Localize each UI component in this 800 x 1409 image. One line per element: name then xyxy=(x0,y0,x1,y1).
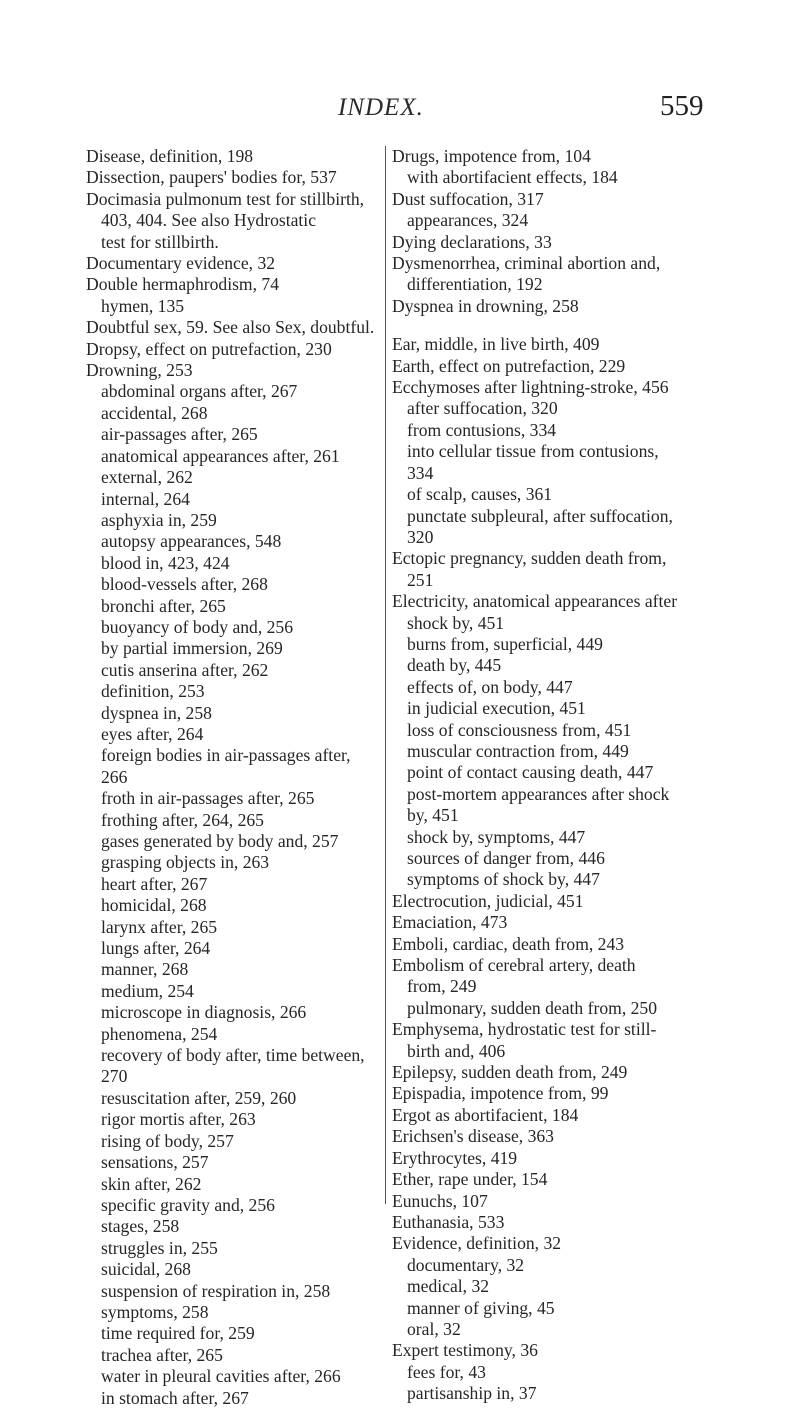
index-entry: Dyspnea in drowning, 258 xyxy=(392,295,579,316)
index-subentry: medical, 32 xyxy=(407,1276,490,1297)
index-subentry: microscope in diagnosis, 266 xyxy=(101,1002,307,1023)
index-entry-continuation: 320 xyxy=(407,526,434,547)
page-header xyxy=(0,88,800,128)
index-entry: Electrocution, judicial, 451 xyxy=(392,890,584,911)
index-subentry: recovery of body after, time between, xyxy=(101,1045,365,1066)
index-entry-continuation: from, 249 xyxy=(407,976,477,997)
index-entry: Evidence, definition, 32 xyxy=(392,1233,562,1254)
index-entry-continuation: 334 xyxy=(407,462,434,483)
index-column-right xyxy=(392,146,712,1405)
running-title: INDEX. xyxy=(338,94,424,121)
index-subentry: point of contact causing death, 447 xyxy=(407,762,654,783)
index-entry: Electricity, anatomical appearances after xyxy=(392,591,678,612)
index-entry-continuation: shock by, 451 xyxy=(407,612,505,633)
index-subentry: with abortifacient effects, 184 xyxy=(407,167,618,188)
index-entry: Euthanasia, 533 xyxy=(392,1211,505,1232)
index-entry: Embolism of cerebral artery, death xyxy=(392,955,636,976)
index-subentry: symptoms, 258 xyxy=(101,1301,209,1322)
index-subentry: air-passages after, 265 xyxy=(101,424,258,445)
index-subentry: shock by, symptoms, 447 xyxy=(407,826,586,847)
index-entry: Eunuchs, 107 xyxy=(392,1190,488,1211)
index-entry-continuation: appearances, 324 xyxy=(407,210,529,231)
index-entry: Dissection, paupers' bodies for, 537 xyxy=(86,167,337,188)
index-subentry: suicidal, 268 xyxy=(101,1259,191,1280)
index-entry: Double hermaphrodism, 74 xyxy=(86,274,280,295)
index-subentry: in judicial execution, 451 xyxy=(407,698,586,719)
index-entry-continuation: 270 xyxy=(101,1066,128,1087)
index-subentry: blood in, 423, 424 xyxy=(101,552,230,573)
index-entry: Emaciation, 473 xyxy=(392,912,508,933)
index-subentry: accidental, 268 xyxy=(101,402,208,423)
index-subentry: in stomach after, 267 xyxy=(101,1387,249,1408)
index-subentry: medium, 254 xyxy=(101,980,194,1001)
index-subentry: autopsy appearances, 548 xyxy=(101,531,282,552)
index-subentry: specific gravity and, 256 xyxy=(101,1194,275,1215)
index-entry-continuation: 266 xyxy=(101,766,128,787)
index-entry: Ether, rape under, 154 xyxy=(392,1169,548,1190)
index-subentry: froth in air-passages after, 265 xyxy=(101,788,315,809)
index-entry-continuation: test for stillbirth. xyxy=(101,231,219,252)
index-subentry: after suffocation, 320 xyxy=(407,398,558,419)
index-subentry: definition, 253 xyxy=(101,681,205,702)
index-subentry: from contusions, 334 xyxy=(407,419,557,440)
index-subentry: asphyxia in, 259 xyxy=(101,509,217,530)
index-subentry: oral, 32 xyxy=(407,1318,461,1339)
index-subentry: bronchi after, 265 xyxy=(101,595,226,616)
index-entry-continuation: 403, 404. See also Hydrostatic xyxy=(101,210,316,231)
column-divider xyxy=(385,146,386,1204)
index-subentry: grasping objects in, 263 xyxy=(101,852,270,873)
index-subentry: struggles in, 255 xyxy=(101,1237,218,1258)
index-subentry: phenomena, 254 xyxy=(101,1023,218,1044)
index-subentry: sources of danger from, 446 xyxy=(407,848,605,868)
index-subentry: manner, 268 xyxy=(101,959,189,980)
index-subentry: symptoms of shock by, 447 xyxy=(407,869,600,890)
index-subentry: of scalp, causes, 361 xyxy=(407,484,553,505)
index-subentry: burns from, superficial, 449 xyxy=(407,633,603,654)
index-entry: Dropsy, effect on putrefaction, 230 xyxy=(86,338,332,359)
index-subentry: heart after, 267 xyxy=(101,873,208,894)
index-subentry: water in pleural cavities after, 266 xyxy=(101,1366,341,1387)
index-entry: Dust suffocation, 317 xyxy=(392,188,544,209)
index-subentry: foreign bodies in air-passages after, xyxy=(101,745,351,766)
index-subentry: documentary, 32 xyxy=(407,1254,525,1275)
index-entry: Epilepsy, sudden death from, 249 xyxy=(392,1062,628,1083)
index-entry: Ear, middle, in live birth, 409 xyxy=(392,334,600,355)
index-subentry: external, 262 xyxy=(101,467,193,488)
index-subentry: fees for, 43 xyxy=(407,1361,486,1382)
index-subentry: lungs after, 264 xyxy=(101,938,211,959)
index-subentry: resuscitation after, 259, 260 xyxy=(101,1087,297,1108)
index-entry: Dying declarations, 33 xyxy=(392,231,552,252)
index-subentry: homicidal, 268 xyxy=(101,895,207,916)
index-subentry: frothing after, 264, 265 xyxy=(101,809,264,830)
index-subentry: gases generated by body and, 257 xyxy=(101,831,339,851)
index-entry: Drugs, impotence from, 104 xyxy=(392,146,591,166)
index-entry: Docimasia pulmonum test for stillbirth, xyxy=(86,188,365,209)
index-entry-continuation: by, 451 xyxy=(407,805,459,826)
index-subentry: post-mortem appearances after shock xyxy=(407,783,670,804)
index-entry: Epispadia, impotence from, 99 xyxy=(392,1083,609,1104)
index-subentry: partisanship in, 37 xyxy=(407,1383,537,1404)
index-entry: Drowning, 253 xyxy=(86,360,193,381)
index-entry: Ergot as abortifacient, 184 xyxy=(392,1104,579,1125)
page-number: 559 xyxy=(660,90,704,122)
index-entry: Doubtful sex, 59. See also Sex, doubtful. xyxy=(86,317,375,338)
index-subentry: manner of giving, 45 xyxy=(407,1297,555,1318)
index-subentry: rising of body, 257 xyxy=(101,1130,234,1151)
section-gap xyxy=(392,317,712,334)
index-entry: Erythrocytes, 419 xyxy=(392,1147,518,1168)
index-entry: Erichsen's disease, 363 xyxy=(392,1126,554,1147)
index-entry: Documentary evidence, 32 xyxy=(86,253,276,274)
index-subentry: muscular contraction from, 449 xyxy=(407,740,629,761)
index-subentry: blood-vessels after, 268 xyxy=(101,574,268,595)
index-subentry: rigor mortis after, 263 xyxy=(101,1109,256,1130)
index-subentry: effects of, on body, 447 xyxy=(407,676,573,697)
index-entry: Disease, definition, 198 xyxy=(86,146,254,166)
index-subentry: punctate subpleural, after suffocation, xyxy=(407,505,673,526)
index-subentry: suspension of respiration in, 258 xyxy=(101,1280,331,1301)
index-subentry: larynx after, 265 xyxy=(101,916,218,937)
index-subentry: hymen, 135 xyxy=(101,295,185,316)
index-subentry: cutis anserina after, 262 xyxy=(101,659,269,680)
index-subentry: stages, 258 xyxy=(101,1216,180,1237)
index-entry: Dysmenorrhea, criminal abortion and, xyxy=(392,253,661,274)
index-subentry: skin after, 262 xyxy=(101,1173,202,1194)
index-subentry: death by, 445 xyxy=(407,655,502,676)
index-subentry: internal, 264 xyxy=(101,488,190,509)
index-entry: Earth, effect on putrefaction, 229 xyxy=(392,355,626,376)
index-subentry: sensations, 257 xyxy=(101,1152,209,1173)
index-subentry: by partial immersion, 269 xyxy=(101,638,283,659)
index-entry: Expert testimony, 36 xyxy=(392,1340,538,1361)
index-entry: Ectopic pregnancy, sudden death from, xyxy=(392,548,667,569)
index-subentry: abdominal organs after, 267 xyxy=(101,381,298,402)
index-subentry: into cellular tissue from contusions, xyxy=(407,441,659,462)
index-entry-continuation: birth and, 406 xyxy=(407,1040,506,1061)
index-subentry: loss of consciousness from, 451 xyxy=(407,719,632,740)
index-entry: Emboli, cardiac, death from, 243 xyxy=(392,933,625,954)
index-subentry: trachea after, 265 xyxy=(101,1344,223,1365)
index-entry: Emphysema, hydrostatic test for still- xyxy=(392,1019,657,1040)
index-subentry: time required for, 259 xyxy=(101,1323,255,1344)
index-entry: Ecchymoses after lightning-stroke, 456 xyxy=(392,377,669,398)
index-column-left xyxy=(86,146,382,1409)
index-subentry: dyspnea in, 258 xyxy=(101,702,212,723)
index-subentry: anatomical appearances after, 261 xyxy=(101,445,340,466)
index-entry-continuation: 251 xyxy=(407,569,434,590)
index-subentry: pulmonary, sudden death from, 250 xyxy=(407,997,658,1018)
index-subentry: buoyancy of body and, 256 xyxy=(101,616,294,637)
index-entry-continuation: differentiation, 192 xyxy=(407,274,543,295)
index-subentry: eyes after, 264 xyxy=(101,723,204,744)
